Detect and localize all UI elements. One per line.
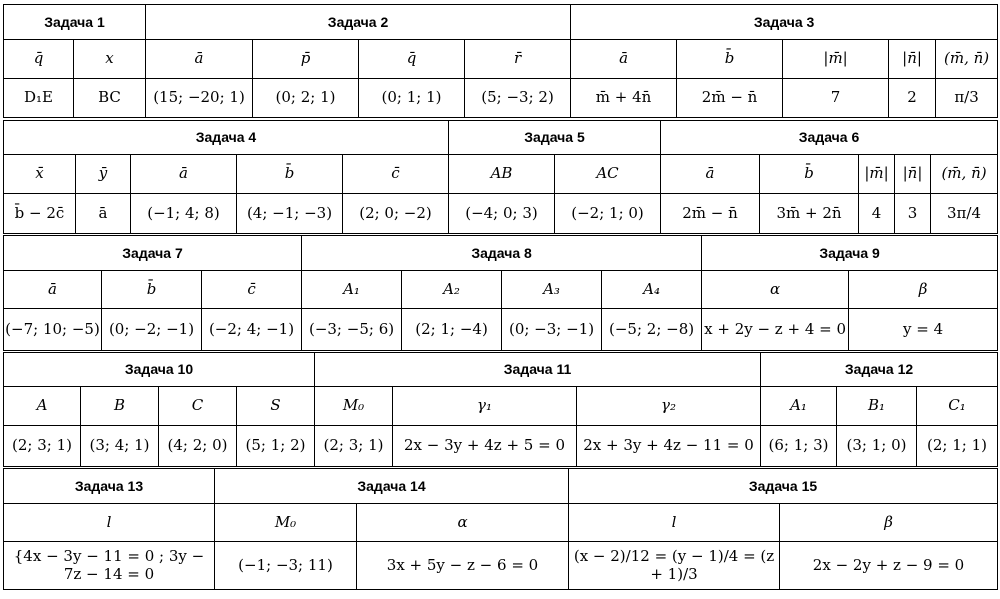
- value-cell: 3: [895, 194, 931, 234]
- column-header: S: [237, 387, 315, 426]
- column-header: c̄: [343, 155, 449, 194]
- column-header: x: [74, 40, 146, 79]
- column-header: ā: [571, 40, 677, 79]
- value-cell: (−1; −3; 11): [215, 542, 357, 590]
- value-cell: ā: [76, 194, 131, 234]
- value-cell: π/3: [936, 79, 998, 118]
- value-cell: b̄ − 2c̄: [4, 194, 76, 234]
- column-header: l: [4, 504, 215, 542]
- value-cell: 2: [889, 79, 936, 118]
- column-header: A: [4, 387, 81, 426]
- column-header: α: [357, 504, 569, 542]
- task-band-1: [3, 4, 998, 118]
- value-cell: x + 2y − z + 4 = 0: [702, 309, 849, 351]
- value-cell: (3; 4; 1): [81, 426, 159, 467]
- column-header: l: [569, 504, 780, 542]
- value-cell: (6; 1; 3): [761, 426, 837, 467]
- column-header: M₀: [315, 387, 393, 426]
- column-header: A₂: [402, 271, 502, 309]
- column-header: A₃: [502, 271, 602, 309]
- value-cell: (5; −3; 2): [465, 79, 571, 118]
- column-header: |n̄|: [895, 155, 931, 194]
- value-cell: (0; 2; 1): [253, 79, 359, 118]
- value-cell: (−2; 1; 0): [555, 194, 661, 234]
- value-cell: (−5; 2; −8): [602, 309, 702, 351]
- value-cell: (0; −3; −1): [502, 309, 602, 351]
- column-header: γ₁: [393, 387, 577, 426]
- task-title: Задача 3: [571, 5, 998, 40]
- value-cell: (4; −1; −3): [237, 194, 343, 234]
- column-header: q̄: [4, 40, 74, 79]
- column-header: x̄: [4, 155, 76, 194]
- value-cell: (−3; −5; 6): [302, 309, 402, 351]
- column-header: AC: [555, 155, 661, 194]
- task-title: Задача 7: [4, 236, 302, 271]
- value-cell: (x − 2)/12 = (y − 1)/4 = (z + 1)/3: [569, 542, 780, 590]
- task-band-2: [3, 120, 998, 234]
- column-header: A₁: [761, 387, 837, 426]
- task-title: Задача 12: [761, 353, 998, 387]
- column-header: c̄: [202, 271, 302, 309]
- column-header: γ₂: [577, 387, 761, 426]
- value-cell: 2m̄ − n̄: [677, 79, 783, 118]
- column-header: M₀: [215, 504, 357, 542]
- value-cell: (−7; 10; −5): [4, 309, 102, 351]
- task-title: Задача 1: [4, 5, 146, 40]
- value-cell: m̄ + 4n̄: [571, 79, 677, 118]
- column-header: ā: [146, 40, 253, 79]
- value-cell: 2m̄ − n̄: [661, 194, 760, 234]
- task-title: Задача 15: [569, 469, 998, 504]
- value-cell: (2; 3; 1): [315, 426, 393, 467]
- value-cell: (−4; 0; 3): [449, 194, 555, 234]
- column-header: β: [849, 271, 998, 309]
- column-header: ȳ: [76, 155, 131, 194]
- column-header: (m̄, n̄): [931, 155, 998, 194]
- task-title: Задача 5: [449, 121, 661, 155]
- value-cell: {4x − 3y − 11 = 0 ; 3y − 7z − 14 = 0: [4, 542, 215, 590]
- task-band-5: [3, 468, 998, 590]
- column-header: r̄: [465, 40, 571, 79]
- column-header: |n̄|: [889, 40, 936, 79]
- column-header: q̄: [359, 40, 465, 79]
- column-header: B₁: [837, 387, 917, 426]
- task-title: Задача 8: [302, 236, 702, 271]
- task-title: Задача 10: [4, 353, 315, 387]
- value-cell: 2x − 3y + 4z + 5 = 0: [393, 426, 577, 467]
- task-title: Задача 4: [4, 121, 449, 155]
- column-header: A₄: [602, 271, 702, 309]
- value-cell: (5; 1; 2): [237, 426, 315, 467]
- column-header: b̄: [237, 155, 343, 194]
- value-cell: (2; 3; 1): [4, 426, 81, 467]
- column-header: C₁: [917, 387, 998, 426]
- value-cell: D₁E: [4, 79, 74, 118]
- task-title: Задача 13: [4, 469, 215, 504]
- value-cell: (2; 1; −4): [402, 309, 502, 351]
- task-title: Задача 11: [315, 353, 761, 387]
- value-cell: (−1; 4; 8): [131, 194, 237, 234]
- column-header: |m̄|: [783, 40, 889, 79]
- value-cell: 7: [783, 79, 889, 118]
- task-title: Задача 2: [146, 5, 571, 40]
- column-header: ā: [131, 155, 237, 194]
- value-cell: (3; 1; 0): [837, 426, 917, 467]
- value-cell: 3π/4: [931, 194, 998, 234]
- column-header: C: [159, 387, 237, 426]
- column-header: (m̄, n̄): [936, 40, 998, 79]
- value-cell: 2x − 2y + z − 9 = 0: [780, 542, 998, 590]
- value-cell: 3m̄ + 2n̄: [760, 194, 859, 234]
- column-header: B: [81, 387, 159, 426]
- value-cell: (4; 2; 0): [159, 426, 237, 467]
- column-header: β: [780, 504, 998, 542]
- task-band-3: [3, 235, 998, 351]
- value-cell: 2x + 3y + 4z − 11 = 0: [577, 426, 761, 467]
- task-band-4: [3, 352, 998, 467]
- column-header: ā: [4, 271, 102, 309]
- value-cell: BC: [74, 79, 146, 118]
- column-header: b̄: [760, 155, 859, 194]
- column-header: α: [702, 271, 849, 309]
- value-cell: (0; 1; 1): [359, 79, 465, 118]
- value-cell: (0; −2; −1): [102, 309, 202, 351]
- column-header: b̄: [102, 271, 202, 309]
- value-cell: (2; 0; −2): [343, 194, 449, 234]
- column-header: b̄: [677, 40, 783, 79]
- task-title: Задача 6: [661, 121, 998, 155]
- value-cell: 4: [859, 194, 895, 234]
- column-header: AB: [449, 155, 555, 194]
- value-cell: (15; −20; 1): [146, 79, 253, 118]
- task-title: Задача 14: [215, 469, 569, 504]
- value-cell: (2; 1; 1): [917, 426, 998, 467]
- value-cell: y = 4: [849, 309, 998, 351]
- value-cell: 3x + 5y − z − 6 = 0: [357, 542, 569, 590]
- column-header: ā: [661, 155, 760, 194]
- column-header: A₁: [302, 271, 402, 309]
- column-header: p̄: [253, 40, 359, 79]
- column-header: |m̄|: [859, 155, 895, 194]
- task-title: Задача 9: [702, 236, 998, 271]
- value-cell: (−2; 4; −1): [202, 309, 302, 351]
